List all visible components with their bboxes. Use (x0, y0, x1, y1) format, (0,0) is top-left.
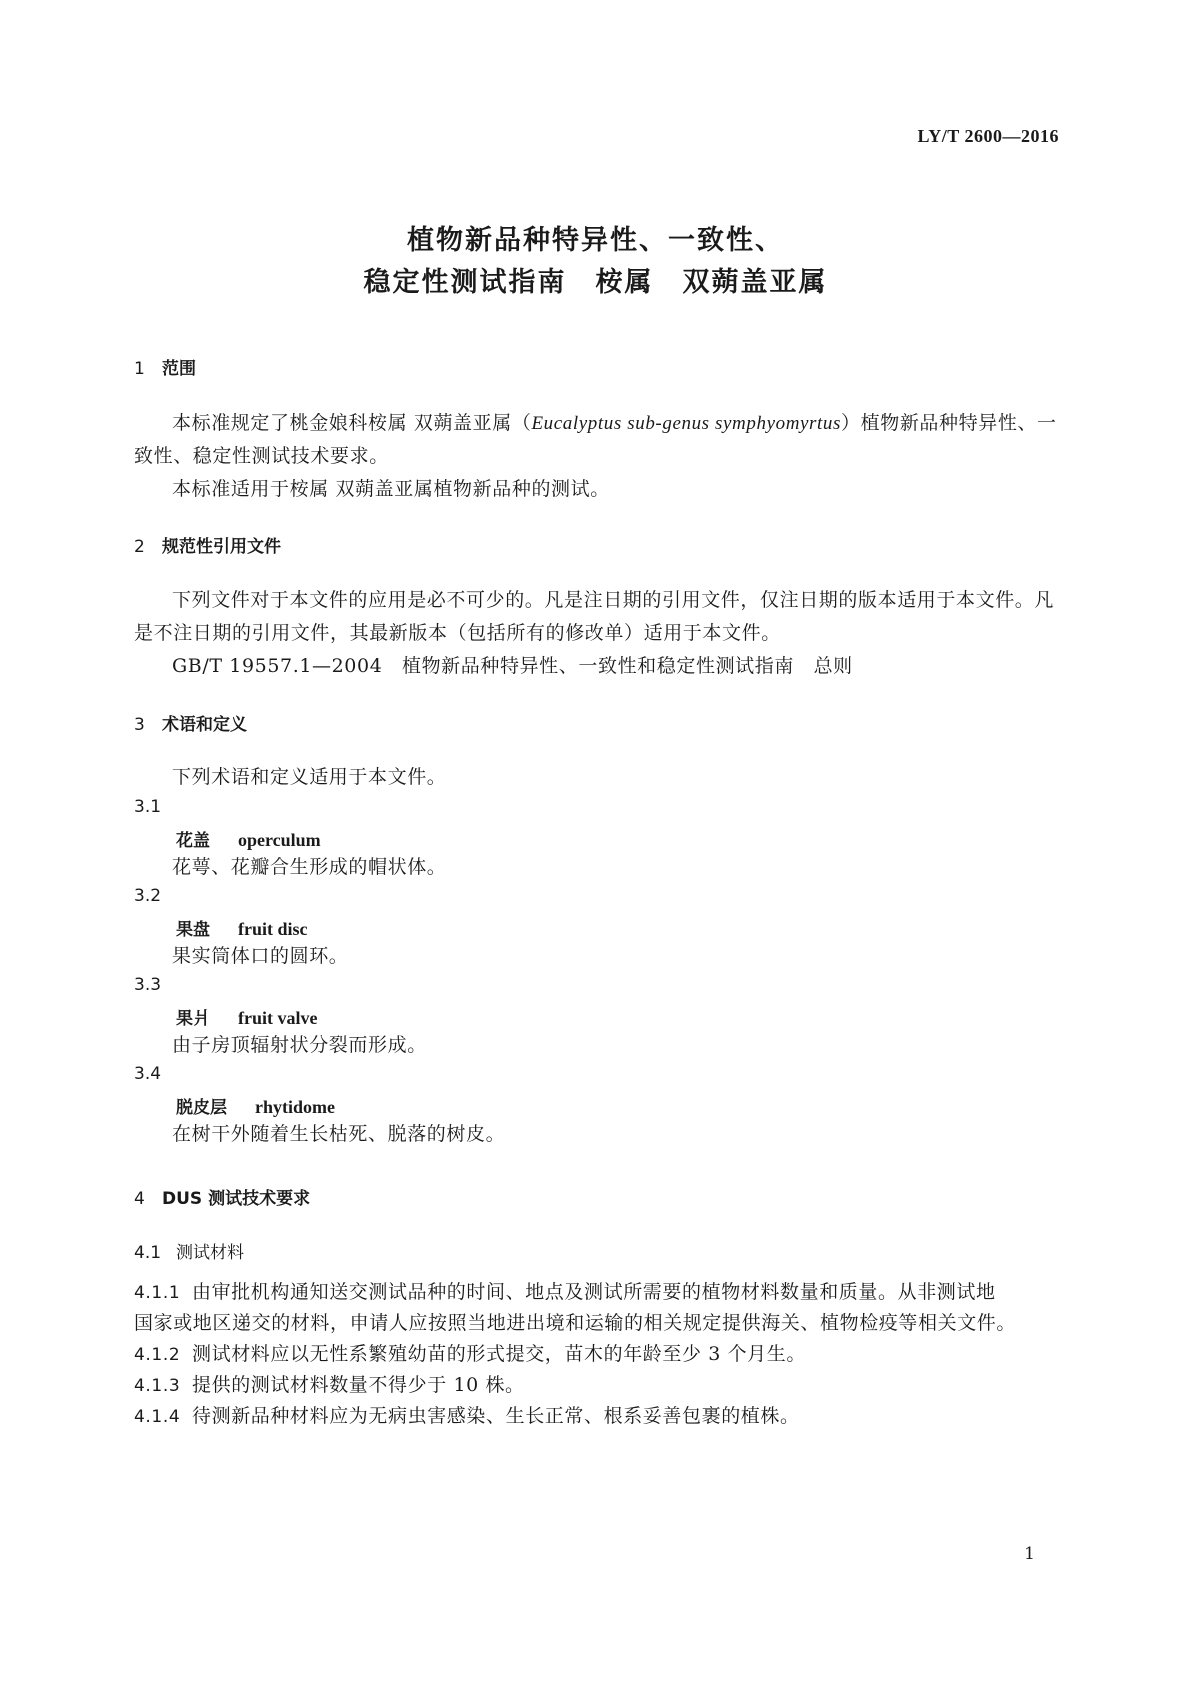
subsection-4-1-heading (134, 1238, 244, 1263)
section-title: 规范性引用文件 (162, 537, 281, 557)
document-title-line-1: 植物新品种特异性、一致性、 (407, 225, 784, 256)
term-entry: 花盖 operculum (176, 830, 321, 851)
scope-paragraph: 本标准规定了桃金娘科桉属 双蒴盖亚属（Eucalyptus sub-genus symphyomyrtus）植物新品种特异性、一致性、稳定性测试技术要求。 (134, 412, 1057, 467)
term-entry: 脱皮层 rhytidome (176, 1097, 335, 1118)
term-definition: 在树干外随着生长枯死、脱落的树皮。 (172, 1123, 506, 1145)
term-number: 3.3 (134, 975, 162, 995)
applicability-paragraph: 本标准适用于桉属 双蒴盖亚属植物新品种的测试。 (172, 478, 610, 500)
term-definition: 花萼、花瓣合生形成的帽状体。 (172, 856, 447, 878)
reference-gbt-19557: GB/T 19557.1—2004 植物新品种特异性、一致性和稳定性测试指南 总则 (172, 655, 853, 677)
subsection-title: 测试材料 (176, 1243, 244, 1263)
clause-4-1-4: 4.1.4 待测新品种材料应为无病虫害感染、生长正常、根系妥善包裹的植株。 (134, 1405, 800, 1427)
section-1-body (134, 407, 1058, 506)
subsection-number: 4.1 (134, 1243, 162, 1263)
scientific-name: Eucalyptus sub-genus symphyomyrtus (531, 413, 842, 434)
standard-number: LY/T 2600—2016 (917, 126, 1059, 146)
section-title: 范围 (162, 359, 196, 379)
section-3-heading (134, 710, 247, 735)
clause-4-1-1: 4.1.1 由审批机构通知送交测试品种的时间、地点及测试所需要的植物材料数量和质量。从非测试地 (134, 1281, 996, 1303)
section-number: 1 (134, 359, 145, 379)
section-2-heading (134, 532, 281, 557)
section-number: 3 (134, 715, 145, 735)
section-4-heading (134, 1184, 310, 1209)
section-1-heading (134, 354, 196, 379)
page-number: 1 (1024, 1544, 1035, 1564)
section-number: 2 (134, 537, 145, 557)
clause-4-1-3: 4.1.3 提供的测试材料数量不得少于 10 株。 (134, 1374, 525, 1396)
section-title: DUS 测试技术要求 (162, 1189, 311, 1209)
term-definition: 由子房顶辐射状分裂而形成。 (172, 1034, 427, 1056)
references-paragraph: 下列文件对于本文件的应用是必不可少的。凡是注日期的引用文件，仅注日期的版本适用于本文件。凡是不注日期的引用文件，其最新版本（包括所有的修改单）适用于本文件。 (134, 589, 1055, 644)
terms-intro: 下列术语和定义适用于本文件。 (172, 766, 447, 788)
term-entry: 果盘 fruit disc (176, 919, 308, 940)
term-number: 3.2 (134, 886, 162, 906)
term-definition: 果实筒体口的圆环。 (172, 945, 349, 967)
section-2-body (134, 584, 1058, 683)
term-number: 3.1 (134, 797, 162, 817)
section-title: 术语和定义 (162, 715, 247, 735)
section-number: 4 (134, 1189, 145, 1209)
clause-4-1-1-continued: 国家或地区递交的材料，申请人应按照当地进出境和运输的相关规定提供海关、植物检疫等相关文件。 (134, 1312, 1017, 1334)
term-number: 3.4 (134, 1064, 162, 1084)
clause-4-1-2: 4.1.2 测试材料应以无性系繁殖幼苗的形式提交，苗木的年龄至少 3 个月生。 (134, 1343, 806, 1365)
term-entry: 果爿 fruit valve (176, 1008, 318, 1029)
document-title-line-2: 稳定性测试指南 桉属 双蒴盖亚属 (363, 267, 828, 298)
